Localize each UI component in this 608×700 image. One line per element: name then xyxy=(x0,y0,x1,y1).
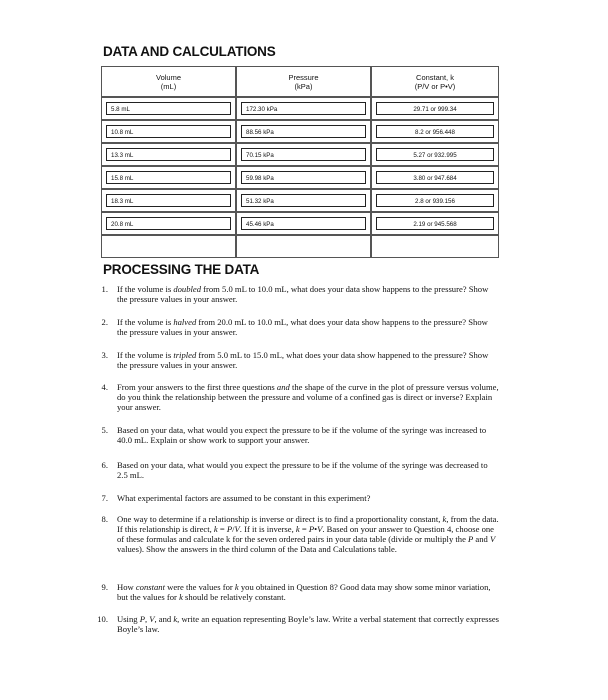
pressure-column-header xyxy=(236,66,371,97)
column-unit: (kPa) xyxy=(294,81,313,91)
table-row xyxy=(101,189,499,212)
constant-input[interactable]: 29.71 or 999.34 xyxy=(376,102,494,115)
constant-input[interactable] xyxy=(376,240,494,253)
column-title: Pressure xyxy=(288,72,319,82)
pressure-input[interactable]: 70.15 kPa xyxy=(241,148,366,161)
question-text: Based on your data, what would you expect the pressure to be if the volume of the syringe was decreased to 2.5 mL. xyxy=(117,460,488,480)
question-number: 8. xyxy=(101,514,108,524)
question-number: 3. xyxy=(101,350,108,360)
question-number: 7. xyxy=(101,493,108,503)
column-title: Volume xyxy=(155,72,182,82)
question-number: 10. xyxy=(97,614,108,624)
constant-input[interactable]: 5.27 or 932.995 xyxy=(376,148,494,161)
question-number: 4. xyxy=(101,382,108,392)
table-row xyxy=(101,97,499,120)
pressure-input[interactable]: 172.30 kPa xyxy=(241,102,366,115)
volume-input[interactable]: 10.8 mL xyxy=(106,125,231,138)
question-number: 1. xyxy=(101,284,108,294)
question-text: Using P, V, and k, write an equation representing Boyle’s law. Write a verbal statement that correctly expresses Boyle’s law. xyxy=(117,614,499,634)
volume-input[interactable] xyxy=(106,240,231,253)
constant-input[interactable]: 2.8 or 939.156 xyxy=(376,194,494,207)
column-unit: (mL) xyxy=(160,81,177,91)
table-header-row xyxy=(101,66,499,97)
question-number: 9. xyxy=(101,582,108,592)
pressure-input[interactable]: 51.32 kPa xyxy=(241,194,366,207)
table-row xyxy=(101,143,499,166)
question-text: One way to determine if a relationship is inverse or direct is to find a proportionality constant, k, from the data. If this relationship is direct, k = P/V. If it is inverse, k = P•V. Based on your answer to Question 4, choose one of these formulas and calculate k for the seven ordered pairs in your data table (divide or multiply the P and V values). Show the answers in the third column of the Data and Calculations table. xyxy=(117,514,499,554)
volume-input[interactable]: 18.3 mL xyxy=(106,194,231,207)
question-text: If the volume is doubled from 5.0 mL to 10.0 mL, what does your data show happens to the pressure? Show the pressure values in your answer. xyxy=(117,284,489,304)
question-text: How constant were the values for k you obtained in Question 8? Good data may show some minor variation, but the values for k should be relatively constant. xyxy=(117,582,491,602)
pressure-input[interactable]: 59.98 kPa xyxy=(241,171,366,184)
question-number: 2. xyxy=(101,317,108,327)
question-text: Based on your data, what would you expect the pressure to be if the volume of the syringe was increased to 40.0 mL. Explain or show work to support your answer. xyxy=(117,425,487,445)
constant-column-header xyxy=(371,66,499,97)
question-text: What experimental factors are assumed to be constant in this experiment? xyxy=(117,493,371,503)
pressure-input[interactable] xyxy=(241,240,366,253)
table-row-empty xyxy=(101,235,499,258)
column-unit: (P/V or P•V) xyxy=(414,81,456,91)
volume-input[interactable]: 20.8 mL xyxy=(106,217,231,230)
volume-column-header xyxy=(101,66,236,97)
volume-input[interactable]: 13.3 mL xyxy=(106,148,231,161)
volume-input[interactable]: 5.8 mL xyxy=(106,102,231,115)
column-title: Constant, k xyxy=(416,72,454,82)
question-text: If the volume is tripled from 5.0 mL to 15.0 mL, what does your data show happened to the pressure? Show the pressure values in your answer. xyxy=(117,350,489,370)
data-table xyxy=(101,66,499,258)
question-number: 6. xyxy=(101,460,108,470)
question-number: 5. xyxy=(101,425,108,435)
processing-data-heading: PROCESSING THE DATA xyxy=(103,262,260,277)
data-calculations-heading: DATA AND CALCULATIONS xyxy=(103,44,276,59)
constant-input[interactable]: 2.19 or 945.568 xyxy=(376,217,494,230)
volume-input[interactable]: 15.8 mL xyxy=(106,171,231,184)
table-row xyxy=(101,166,499,189)
table-row xyxy=(101,212,499,235)
question-text: From your answers to the first three questions and the shape of the curve in the plot of pressure versus volume, do you think the relationship between the pressure and volume of a confined gas is direct or inverse? Explain your answer. xyxy=(117,382,499,412)
pressure-input[interactable]: 45.46 kPa xyxy=(241,217,366,230)
table-row xyxy=(101,120,499,143)
question-text: If the volume is halved from 20.0 mL to 10.0 mL, what does your data show happens to the pressure? Show the pressure values in your answer. xyxy=(117,317,488,337)
constant-input[interactable]: 3.80 or 947.684 xyxy=(376,171,494,184)
pressure-input[interactable]: 88.56 kPa xyxy=(241,125,366,138)
constant-input[interactable]: 8.2 or 956.448 xyxy=(376,125,494,138)
